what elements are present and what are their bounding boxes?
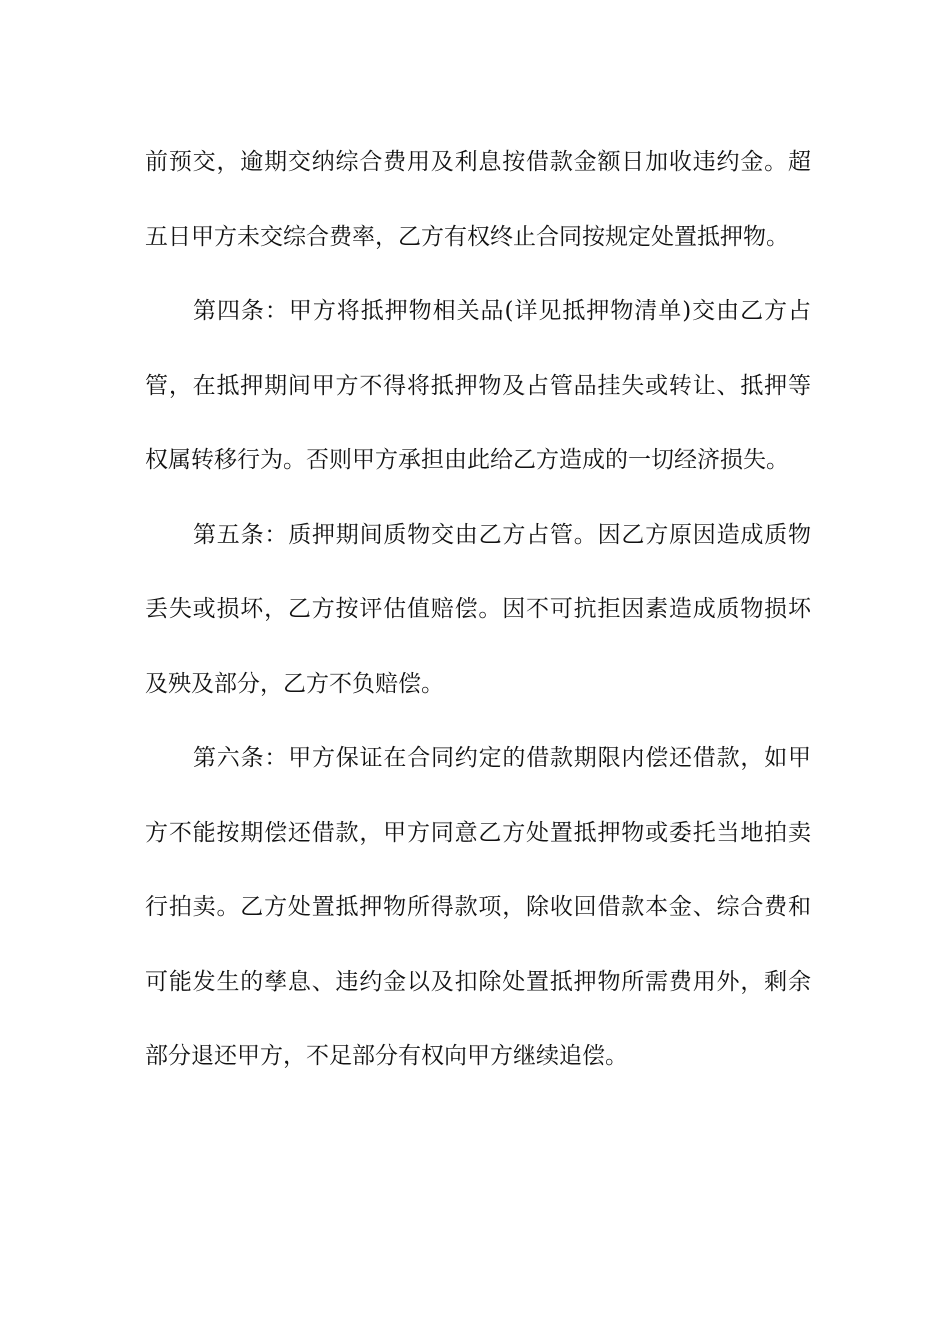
paragraph-continuation: 前预交，逾期交纳综合费用及利息按借款金额日加收违约金。超五日甲方未交综合费率，乙方有权终止合同按规定处置抵押物。 [145,149,811,250]
paragraph-article-5: 第五条：质押期间质物交由乙方占管。因乙方原因造成质物丢失或损坏，乙方按评估值赔偿。因不可抗拒因素造成质物损坏及殃及部分，乙方不负赔偿。 [145,521,811,697]
paragraph-article-4: 第四条：甲方将抵押物相关品(详见抵押物清单)交由乙方占管，在抵押期间甲方不得将抵押物及占管品挂失或转让、抵押等权属转移行为。否则甲方承担由此给乙方造成的一切经济损失。 [145,298,811,473]
document-body [145,125,811,1094]
paragraph-article-6: 第六条：甲方保证在合同约定的借款期限内偿还借款，如甲方不能按期偿还借款，甲方同意乙方处置抵押物或委托当地拍卖行拍卖。乙方处置抵押物所得款项，除收回借款本金、综合费和可能发生的孳息、违约金以及扣除处置抵押物所需费用外，剩余部分退还甲方，不足部分有权向甲方继续追偿。 [145,745,811,1069]
